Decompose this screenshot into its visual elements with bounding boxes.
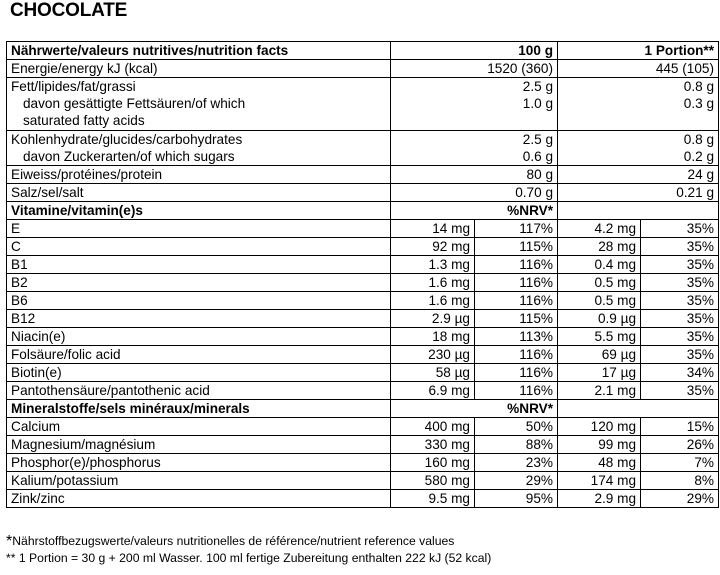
nutrient-name: Pantothensäure/pantothenic acid bbox=[7, 382, 391, 400]
amount-100g: 580 mg bbox=[391, 472, 475, 490]
nrv-portion: 35% bbox=[641, 310, 719, 328]
nrv-100g: 95% bbox=[475, 490, 558, 508]
vitamin-row bbox=[7, 382, 719, 400]
nrv-100g: 113% bbox=[475, 328, 558, 346]
header-portion: 1 Portion** bbox=[558, 42, 719, 60]
macro-value-100g: 1520 (360) bbox=[391, 60, 558, 78]
amount-portion: 69 µg bbox=[558, 346, 641, 364]
minerals-rows bbox=[7, 418, 719, 508]
vitamin-row bbox=[7, 346, 719, 364]
nutrient-name: B6 bbox=[7, 292, 391, 310]
macro-sub-value-portion: 0.2 g bbox=[683, 149, 715, 164]
nrv-100g: 23% bbox=[475, 454, 558, 472]
macro-label: Energie/energy kJ (kcal) bbox=[7, 60, 391, 78]
nrv-portion: 34% bbox=[641, 364, 719, 382]
minerals-heading-row bbox=[7, 400, 719, 418]
amount-100g: 330 mg bbox=[391, 436, 475, 454]
macro-label: Kohlenhydrate/glucides/carbohydrates bbox=[11, 132, 243, 147]
footnote-nrv-text: Nährstoffbezugswerte/valeurs nutritionelles de référence/nutrient reference values bbox=[12, 534, 455, 548]
macro-value-100g-cell bbox=[391, 78, 558, 131]
amount-100g: 1.6 mg bbox=[391, 274, 475, 292]
vitamin-row bbox=[7, 364, 719, 382]
macro-value-100g: 2.5 g bbox=[522, 132, 554, 147]
header-label: Nährwerte/valeurs nutritives/nutrition facts bbox=[7, 42, 391, 60]
nrv-portion: 35% bbox=[641, 328, 719, 346]
macro-value-portion: 445 (105) bbox=[558, 60, 719, 78]
amount-100g: 58 µg bbox=[391, 364, 475, 382]
macro-sub-label: davon Zuckerarten/of which sugars bbox=[23, 149, 235, 164]
amount-portion: 48 mg bbox=[558, 454, 641, 472]
vitamin-row bbox=[7, 220, 719, 238]
nutrition-table bbox=[6, 41, 719, 508]
footnote-portion: ** 1 Portion = 30 g + 200 ml Wasser. 100 ml fertige Zubereitung enthalten 222 kJ (52 kcal) bbox=[6, 551, 492, 565]
nutrient-name: E bbox=[7, 220, 391, 238]
footnotes bbox=[6, 533, 491, 567]
macro-sub-value-portion: 0.3 g bbox=[683, 96, 715, 111]
macro-label: Salz/sel/salt bbox=[7, 184, 391, 202]
amount-portion: 99 mg bbox=[558, 436, 641, 454]
amount-100g: 2.9 µg bbox=[391, 310, 475, 328]
mineral-row bbox=[7, 418, 719, 436]
amount-100g: 400 mg bbox=[391, 418, 475, 436]
nrv-100g: 116% bbox=[475, 256, 558, 274]
footnote-star: * bbox=[6, 533, 13, 550]
nrv-100g: 116% bbox=[475, 382, 558, 400]
mineral-row bbox=[7, 454, 719, 472]
amount-100g: 160 mg bbox=[391, 454, 475, 472]
vitamins-heading: Vitamine/vitamin(e)s bbox=[7, 202, 391, 220]
macro-row bbox=[7, 78, 719, 131]
amount-portion: 0.5 mg bbox=[558, 274, 641, 292]
vitamin-row bbox=[7, 310, 719, 328]
macro-sub-label: davon gesättigte Fettsäuren/of which saturated fatty acids bbox=[23, 96, 246, 128]
nutrient-name: Folsäure/folic acid bbox=[7, 346, 391, 364]
vitamins-heading-row bbox=[7, 202, 719, 220]
macro-value-100g: 2.5 g bbox=[522, 79, 554, 94]
nutrient-name: C bbox=[7, 238, 391, 256]
nrv-100g: 50% bbox=[475, 418, 558, 436]
nutrient-name: Biotin(e) bbox=[7, 364, 391, 382]
macro-value-100g: 0.70 g bbox=[391, 184, 558, 202]
amount-100g: 230 µg bbox=[391, 346, 475, 364]
macro-label: Fett/lipides/fat/grassi bbox=[11, 79, 136, 94]
amount-100g: 18 mg bbox=[391, 328, 475, 346]
amount-100g: 6.9 mg bbox=[391, 382, 475, 400]
amount-100g: 1.3 mg bbox=[391, 256, 475, 274]
amount-portion: 28 mg bbox=[558, 238, 641, 256]
minerals-heading: Mineralstoffe/sels minéraux/minerals bbox=[7, 400, 391, 418]
nrv-100g: 116% bbox=[475, 274, 558, 292]
macro-value-portion: 0.8 g bbox=[683, 132, 715, 147]
nrv-portion: 15% bbox=[641, 418, 719, 436]
nrv-100g: 117% bbox=[475, 220, 558, 238]
macro-value-portion: 0.8 g bbox=[683, 79, 715, 94]
macro-label: Eiweiss/protéines/protein bbox=[7, 166, 391, 184]
macro-row bbox=[7, 131, 719, 166]
mineral-row bbox=[7, 490, 719, 508]
page-title: CHOCOLATE bbox=[10, 0, 128, 21]
nrv-portion: 35% bbox=[641, 382, 719, 400]
amount-portion: 0.4 mg bbox=[558, 256, 641, 274]
vitamin-row bbox=[7, 238, 719, 256]
nrv-portion: 8% bbox=[641, 472, 719, 490]
nutrient-name: B1 bbox=[7, 256, 391, 274]
amount-100g: 14 mg bbox=[391, 220, 475, 238]
nutrient-name: Kalium/potassium bbox=[7, 472, 391, 490]
macro-value-portion-cell bbox=[558, 78, 719, 131]
minerals-nrv-label: %NRV* bbox=[391, 400, 558, 418]
nutrient-name: Phosphor(e)/phosphorus bbox=[7, 454, 391, 472]
empty-cell bbox=[558, 202, 719, 220]
header-100g: 100 g bbox=[391, 42, 558, 60]
nutrient-name: B12 bbox=[7, 310, 391, 328]
vitamin-row bbox=[7, 256, 719, 274]
amount-portion: 120 mg bbox=[558, 418, 641, 436]
macro-value-100g-cell bbox=[391, 131, 558, 166]
empty-cell bbox=[558, 400, 719, 418]
vitamin-row bbox=[7, 328, 719, 346]
nrv-portion: 35% bbox=[641, 346, 719, 364]
macro-row bbox=[7, 166, 719, 184]
amount-portion: 0.9 µg bbox=[558, 310, 641, 328]
nutrient-name: Magnesium/magnésium bbox=[7, 436, 391, 454]
mineral-row bbox=[7, 472, 719, 490]
vitamins-nrv-label: %NRV* bbox=[391, 202, 558, 220]
amount-100g: 1.6 mg bbox=[391, 292, 475, 310]
nrv-100g: 116% bbox=[475, 292, 558, 310]
footnote-nrv bbox=[6, 533, 491, 550]
macro-value-portion-cell bbox=[558, 131, 719, 166]
macro-value-portion: 0.21 g bbox=[558, 184, 719, 202]
nrv-portion: 35% bbox=[641, 274, 719, 292]
nrv-portion: 35% bbox=[641, 292, 719, 310]
vitamins-rows bbox=[7, 220, 719, 400]
nrv-100g: 116% bbox=[475, 346, 558, 364]
macro-value-portion: 24 g bbox=[558, 166, 719, 184]
macro-sub-value-100g: 0.6 g bbox=[522, 149, 554, 164]
vitamin-row bbox=[7, 292, 719, 310]
macro-row bbox=[7, 184, 719, 202]
nrv-portion: 26% bbox=[641, 436, 719, 454]
amount-portion: 4.2 mg bbox=[558, 220, 641, 238]
macro-row bbox=[7, 60, 719, 78]
nutrient-name: B2 bbox=[7, 274, 391, 292]
amount-portion: 174 mg bbox=[558, 472, 641, 490]
macro-cell bbox=[7, 131, 391, 166]
nrv-portion: 7% bbox=[641, 454, 719, 472]
nutrient-name: Niacin(e) bbox=[7, 328, 391, 346]
nrv-portion: 35% bbox=[641, 220, 719, 238]
table-header-row bbox=[7, 42, 719, 60]
nrv-100g: 88% bbox=[475, 436, 558, 454]
nutrient-name: Calcium bbox=[7, 418, 391, 436]
vitamin-row bbox=[7, 274, 719, 292]
amount-portion: 5.5 mg bbox=[558, 328, 641, 346]
amount-portion: 17 µg bbox=[558, 364, 641, 382]
macro-sub-value-100g: 1.0 g bbox=[522, 96, 554, 111]
macro-cell bbox=[7, 78, 391, 131]
nrv-portion: 35% bbox=[641, 238, 719, 256]
nrv-100g: 116% bbox=[475, 364, 558, 382]
mineral-row bbox=[7, 436, 719, 454]
nrv-100g: 115% bbox=[475, 310, 558, 328]
nrv-portion: 35% bbox=[641, 256, 719, 274]
macro-value-100g: 80 g bbox=[391, 166, 558, 184]
amount-portion: 2.9 mg bbox=[558, 490, 641, 508]
nrv-100g: 115% bbox=[475, 238, 558, 256]
amount-portion: 2.1 mg bbox=[558, 382, 641, 400]
nrv-portion: 29% bbox=[641, 490, 719, 508]
amount-100g: 9.5 mg bbox=[391, 490, 475, 508]
nrv-100g: 29% bbox=[475, 472, 558, 490]
amount-portion: 0.5 mg bbox=[558, 292, 641, 310]
nutrient-name: Zink/zinc bbox=[7, 490, 391, 508]
amount-100g: 92 mg bbox=[391, 238, 475, 256]
